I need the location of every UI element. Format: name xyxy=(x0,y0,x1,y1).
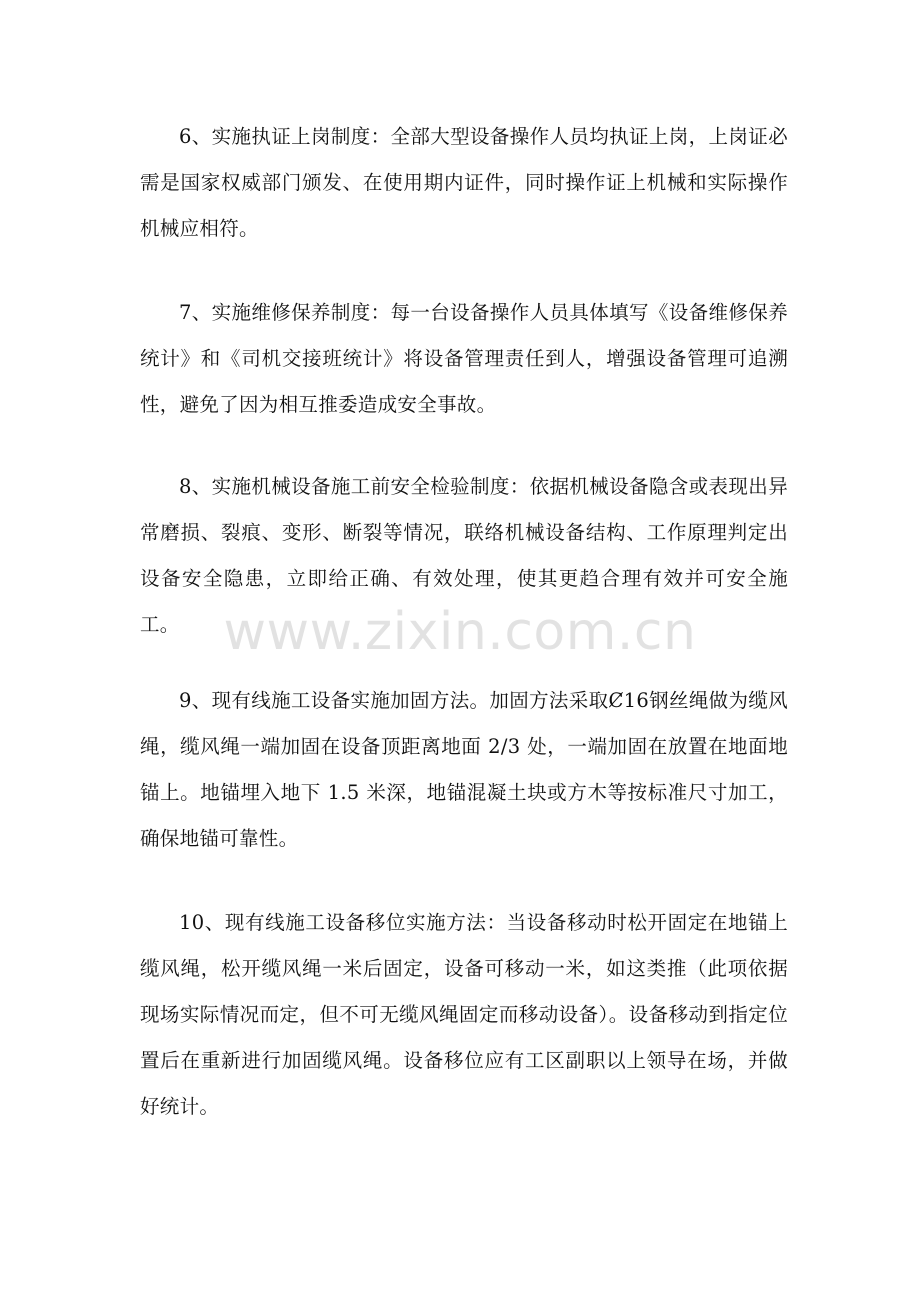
paragraph-item-10: 10、现有线施工设备移位实施方法：当设备移动时松开固定在地锚上缆风绳，松开缆风绳一米后固定，设备可移动一米，如这类推（此项依据现场实际情况而定，但不可无缆风绳固定而移动设备）。设备移动到指定位置后在重新进行加固缆风绳。设备移位应有工区副职以上领导在场，并做好统计。 xyxy=(140,911,788,1118)
document-body xyxy=(140,114,788,1130)
paragraph-item-6: 6、实施执证上岗制度：全部大型设备操作人员均执证上岗，上岗证必需是国家权威部门颁发、在使用期内证件，同时操作证上机械和实际操作机械应相符。 xyxy=(140,125,788,240)
paragraph-item-8: 8、实施机械设备施工前安全检验制度：依据机械设备隐含或表现出异常磨损、裂痕、变形、断裂等情况，联络机械设备结构、工作原理判定出设备安全隐患，立即给正确、有效处理，使其更趋合理有效并可安全施工。 xyxy=(140,475,788,636)
watermark: www.zixin.com.cn xyxy=(223,602,697,662)
paragraph-item-9: 9、现有线施工设备实施加固方法。加固方法采取Ȼ16钢丝绳做为缆风绳，缆风绳一端加固在设备顶距离地面 2/3 处，一端加固在放置在地面地锚上。地锚埋入地下 1.5 米深，地锚混凝土块或方木等按标准尺寸加工，确保地锚可靠性。 xyxy=(140,689,788,850)
paragraph-item-7: 7、实施维修保养制度：每一台设备操作人员具体填写《设备维修保养统计》和《司机交接班统计》将设备管理责任到人，增强设备管理可追溯性，避免了因为相互推委造成安全事故。 xyxy=(140,301,788,416)
